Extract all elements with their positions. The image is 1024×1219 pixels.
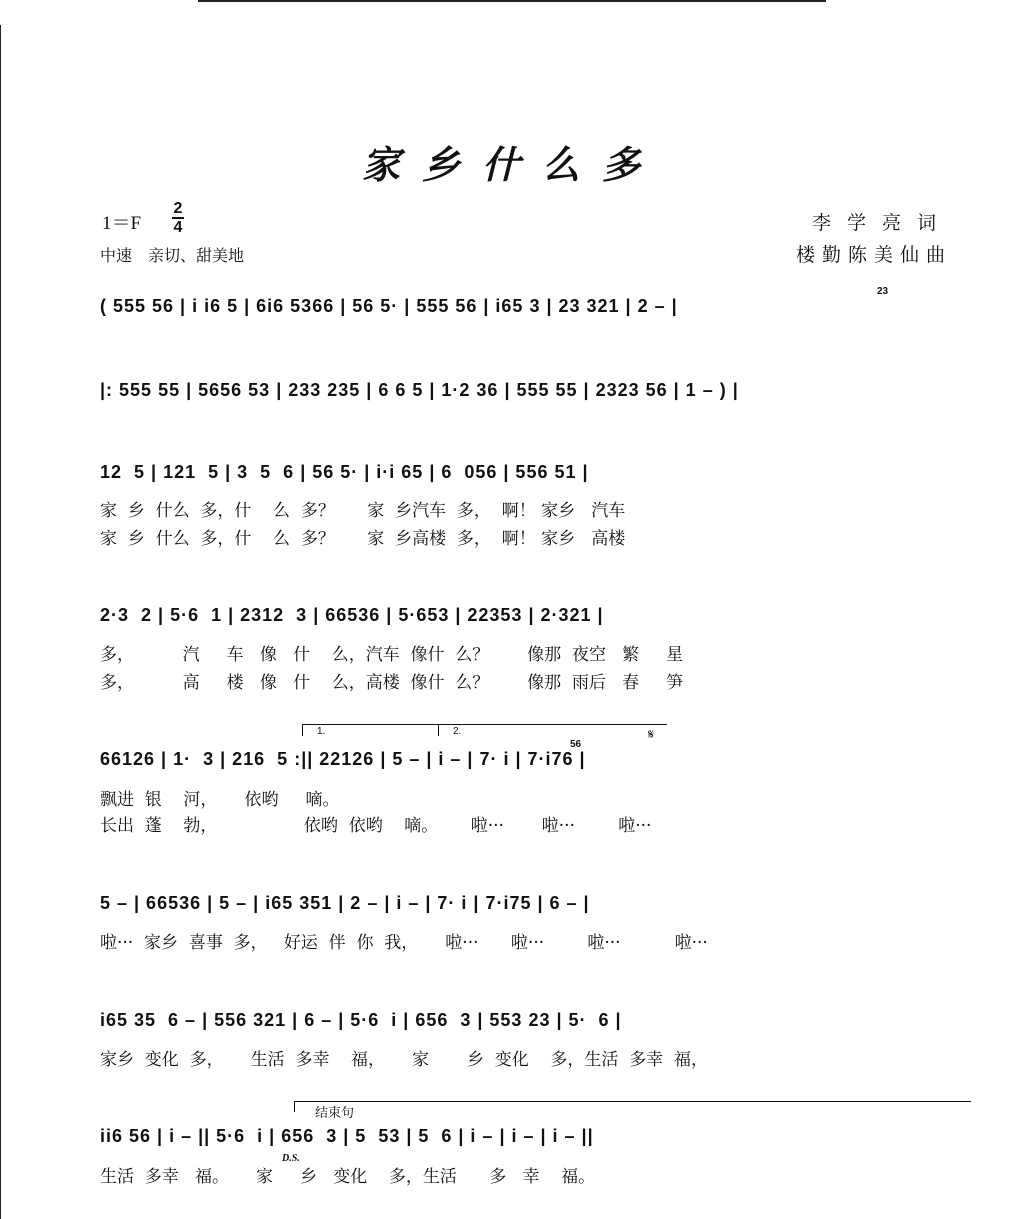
lyricist-credit: 李学亮词 — [811, 212, 952, 234]
lyrics-line-3-verse-1: 家 乡 什么 多，什 么 多？ 家 乡汽车 多， 啊！ 家乡 汽车 — [100, 501, 626, 521]
lyrics-line-5-verse-2: 长出 蓬 勃， 依哟 依哟 嘀。 啦··· 啦··· 啦··· — [100, 816, 652, 836]
grace-note: 56 — [570, 739, 582, 750]
segno-sign: 𝄋 — [648, 727, 655, 743]
volta-first-ending: 1. — [302, 724, 439, 736]
lyrics-line-8: 生活 多幸 福。 家 乡 变化 多，生活 多 幸 福。 — [100, 1167, 596, 1187]
dal-segno-mark: D.S. — [282, 1153, 300, 1164]
notation-line-4: 2·3 2 | 5·6 1 | 2312 3 | 66536 | 5·653 | 22353 | 2·321 | — [100, 605, 604, 625]
notation-line-6: 5 – | 66536 | 5 – | i65 351 | 2 – | i – | 7· i | 7·i75 | 6 – | — [100, 893, 590, 913]
notation-line-1: ( 555 56 | i i6 5 | 6i6 5366 | 56 5· | 555 56 | i65 3 | 23 321 | 2 – | — [100, 296, 678, 316]
top-rule — [198, 0, 826, 2]
volta-second-ending: 2. — [438, 724, 667, 736]
notation-line-2: |: 555 55 | 5656 53 | 233 235 | 6 6 5 | 1·2 36 | 555 55 | 2323 56 | 1 – ) | — [100, 380, 739, 400]
key-signature: 1＝F — [102, 213, 142, 234]
lyrics-line-7: 家乡 变化 多， 生活 多幸 福， 家 乡 变化 多，生活 多幸 福， — [100, 1050, 708, 1070]
time-signature — [172, 200, 184, 236]
lyrics-line-4-verse-1: 多， 汽 车 像 什 么，汽车 像什 么？ 像那 夜空 繁 星 — [100, 645, 684, 665]
lyrics-line-6: 啦··· 家乡 喜事 多， 好运 伴 你 我， 啦··· 啦··· 啦··· 啦··· — [100, 933, 708, 953]
song-title: 家乡什么多 — [361, 142, 662, 187]
ending-phrase-label: 结束句 — [294, 1101, 971, 1112]
notation-line-8: ii6 56 | i – || 5·6 i | 656 3 | 5 53 | 5 6 | i – | i – | i – || — [100, 1126, 594, 1146]
tempo-marking: 中速 亲切、甜美地 — [100, 246, 245, 265]
grace-note: 23 — [877, 286, 889, 297]
notation-line-7: i65 35 6 – | 556 321 | 6 – | 5·6 i | 656 3 | 553 23 | 5· 6 | — [100, 1010, 622, 1030]
time-signature-top: 2 — [173, 200, 183, 217]
lyrics-line-5-verse-1: 飘进 银 河， 依哟 嘀。 — [100, 790, 340, 810]
notation-line-3: 12 5 | 121 5 | 3 5 6 | 56 5· | i·i 65 | 6 056 | 556 51 | — [100, 462, 589, 482]
left-rule — [0, 25, 1, 1219]
lyrics-line-4-verse-2: 多， 高 楼 像 什 么，高楼 像什 么？ 像那 雨后 春 笋 — [100, 673, 684, 693]
time-signature-bottom: 4 — [173, 219, 183, 236]
lyrics-line-3-verse-2: 家 乡 什么 多，什 么 多？ 家 乡高楼 多， 啊！ 家乡 高楼 — [100, 529, 626, 549]
composer-credit: 楼勤陈美仙曲 — [795, 244, 952, 266]
notation-line-5: 66126 | 1· 3 | 216 5 :|| 22126 | 5 – | i – | 7· i | 7·i76 | — [100, 749, 586, 769]
